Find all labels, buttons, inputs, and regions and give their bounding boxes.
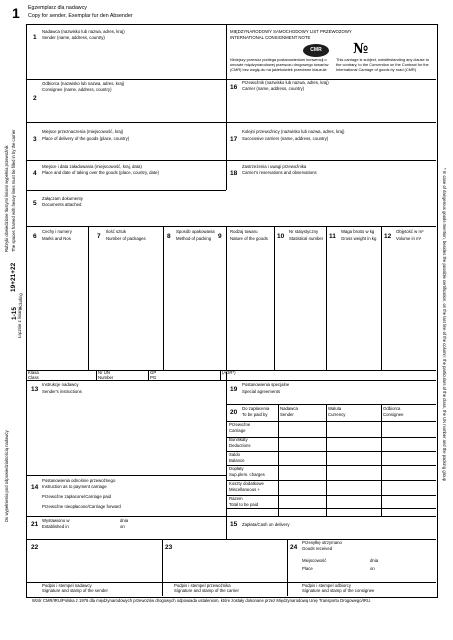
- copy-label-pl: Egzemplarz dla nadawcy: [28, 5, 87, 11]
- field-21-label-pl: Wystawiono w: [42, 518, 70, 523]
- field-12-number: 12: [384, 233, 392, 240]
- title-note-pl: Niniejszy przewóz podlega postanowieniom konwencji o umowie międzynarodowej przewozu drogowego towarów (CMR) bez wzglę-du na jakiekolwiek przeciwne klauzule: [230, 58, 329, 72]
- taking-over-input[interactable]: [42, 177, 222, 188]
- title-note-en: This carriage is subject, notwithstanding any clause to the contrary, to the Convention on the Contract for the International Carriage of goods by road (CMR): [336, 58, 429, 72]
- payment-row-label-pl: Przewoźne: [229, 422, 251, 427]
- field-14-label-pl: Postanowienia odnośnie przewoźnego: [42, 478, 116, 483]
- field-18-label-pl: Zastrzeżenia i uwagi przewoźnika: [242, 164, 307, 169]
- left-side-note-3: Including: [18, 293, 23, 310]
- field-12-label-en: Volume in m³: [396, 236, 422, 241]
- field-21-number: 21: [31, 521, 39, 528]
- field-24-label-pl: Przesyłkę otrzymano: [302, 540, 342, 545]
- carrier-input[interactable]: [242, 93, 432, 120]
- dg-klasa: Klasa: [28, 370, 39, 375]
- payment-sender-en: Sender: [280, 412, 294, 417]
- carrier-signature-caption: Podpis i stempel przewoźnika Signature and stamp of the carrier: [174, 583, 239, 594]
- consignee-input[interactable]: [42, 94, 222, 120]
- cash-on-delivery-input[interactable]: [242, 529, 432, 538]
- field-18-number: 18: [230, 170, 238, 177]
- payment-row-label-pl: Koszty dodatkowe: [229, 481, 264, 486]
- field-6-label-en: Marks and Nos: [42, 236, 71, 241]
- field-17-label-en: Successive carriers (name, address, country): [242, 136, 329, 141]
- field-22-number: 22: [31, 544, 39, 551]
- title-en: INTERNATIONAL CONSIGNMENT NOTE: [230, 35, 311, 40]
- sender-signature-area[interactable]: [30, 553, 158, 580]
- payment-consignee-cells[interactable]: [382, 422, 435, 515]
- field-5-label-en: Documents attached: [42, 202, 82, 207]
- field-19-label-en: Special agreements: [242, 389, 280, 394]
- field-2-label-pl: Odbiorca (nazwisko lub nazwa, adres, kraj): [42, 81, 125, 86]
- field-24-label-en: Goods received: [302, 546, 333, 551]
- payment-row-label-en: Carriage: [229, 428, 246, 433]
- field-20-label-pl: Do zapłacenia: [242, 406, 270, 411]
- payment-row-label-en: Total to be paid: [229, 502, 259, 507]
- field-4-label-en: Place and date of taking over the goods (place, country, date): [42, 170, 159, 175]
- left-side-note-4: Rubryki obwiedzione tłustymi liniami wypełnia przewoźnik: [4, 145, 9, 252]
- field-5-label-pl: Załączam dokumenty: [42, 196, 83, 201]
- sender-instructions-input[interactable]: [42, 396, 222, 473]
- left-side-plus: 19+21+22: [10, 262, 17, 292]
- field-2-label-en: Consignee (name, address, country): [42, 87, 112, 92]
- field-1-label-en: Sender (name, address, country): [42, 35, 105, 40]
- payment-row-label-pl: Saldo: [229, 452, 240, 457]
- field-3-label-en: Place of delivery of the goods (place, country): [42, 136, 130, 141]
- documents-attached-input[interactable]: [42, 209, 222, 223]
- field-24-on: on: [370, 566, 375, 571]
- left-side-range: 1-15: [11, 306, 18, 320]
- payment-row-label-pl: Bonifikaty: [229, 437, 248, 442]
- field-16-label-en: Carrier (name, address, country): [242, 86, 305, 91]
- payment-row-label-en: Balance: [229, 458, 245, 463]
- field-6-number: 6: [33, 233, 37, 240]
- field-8-number: 8: [167, 233, 171, 240]
- field-14-label-en: Instruction as to payment carriage: [42, 484, 107, 489]
- dg-pg: PG: [150, 375, 157, 380]
- field-1-number: 1: [33, 34, 37, 41]
- place-of-delivery-input[interactable]: [42, 143, 222, 158]
- established-in-input[interactable]: [70, 518, 118, 536]
- field-3-label-pl: Miejsce przeznaczenia (miejscowość, kraj): [42, 129, 124, 134]
- payment-row-label-en: Deductions: [229, 443, 251, 448]
- field-20-number: 20: [230, 409, 238, 416]
- field-11-number: 11: [329, 233, 336, 240]
- sender-signature-caption: Podpis i stempel nadawcy Signature and stamp of the sender: [42, 583, 108, 594]
- carriage-paid-option[interactable]: Przewoźne zapłacone/Carriage paid: [42, 494, 112, 499]
- field-24-dnia: dnia: [370, 558, 379, 563]
- successive-carriers-input[interactable]: [242, 143, 432, 158]
- field-8-label-pl: Sposób opakowania: [176, 229, 215, 234]
- field-6-label-pl: Cechy i numery: [42, 229, 72, 234]
- dg-number: Number: [98, 375, 114, 380]
- copy-label-en: Copy for sender, Exemplar fur den Absender: [28, 13, 133, 19]
- field-18-label-en: Carrier's reservations and observations: [242, 170, 317, 175]
- payment-row-label-pl: Dopłaty: [229, 466, 244, 471]
- sender-input[interactable]: [42, 42, 222, 76]
- goods-table-input[interactable]: [30, 244, 430, 368]
- field-17-number: 17: [230, 136, 238, 143]
- carrier-reservations-input[interactable]: [242, 177, 432, 223]
- field-4-number: 4: [33, 170, 37, 177]
- field-9-label-pl: Rodzaj towaru: [230, 229, 258, 234]
- field-11-label-en: Gross weight in kg: [341, 236, 377, 241]
- field-24-place-en: Place: [302, 566, 313, 571]
- payment-sender-pl: Nadawca: [280, 406, 298, 411]
- carriage-forward-option[interactable]: Przewoźne nieopłacone/Carriage forward: [42, 504, 121, 509]
- field-12-label-pl: Objętość w m³: [396, 229, 424, 234]
- field-24-number: 24: [290, 544, 298, 551]
- field-13-number: 13: [31, 386, 39, 393]
- left-side-note-5: The spaces framed with heavy lines must be filled in by the carrier: [11, 129, 16, 252]
- payment-currency-pl: Waluta: [328, 406, 342, 411]
- field-7-label-pl: Ilość sztuk: [106, 229, 127, 234]
- dg-gp: GP: [150, 370, 157, 375]
- field-21-label-en: Established in: [42, 524, 69, 529]
- field-21-on: on: [120, 524, 125, 529]
- field-20-label-en: To be paid by: [242, 412, 268, 417]
- payment-currency-en: Currency: [328, 412, 346, 417]
- field-10-label-pl: Nr statystyczny: [289, 229, 319, 234]
- payment-row-label-pl: Razem: [229, 496, 243, 501]
- payment-sender-cells[interactable]: [279, 422, 325, 515]
- field-24-place-pl: Miejscowość: [302, 558, 327, 563]
- copy-number: 1: [12, 5, 20, 21]
- consignment-number-sign: №: [353, 41, 369, 57]
- field-23-number: 23: [165, 544, 173, 551]
- dg-nr-un: Nr UN: [98, 370, 110, 375]
- field-13-label-pl: Instrukcje nadawcy: [42, 382, 79, 387]
- payment-consignee-pl: Odbiorca: [383, 406, 401, 411]
- field-16-label-pl: Przewoźnik (nazwisko lub nazwa, adres, kraj): [242, 80, 329, 85]
- left-side-note-2: Łącznie z liniami: [17, 307, 22, 338]
- dg-adr: (ADR*): [222, 370, 236, 375]
- field-7-number: 7: [97, 233, 101, 240]
- dg-class: Class: [28, 375, 39, 380]
- cmr-logo: CMR: [303, 44, 329, 57]
- right-side-note: * In case of dangerous goods mention, besides the possible certification, on the last line of the column: the particulars of the class, the UN number and the packing group: [442, 168, 447, 482]
- field-19-label-pl: Postanowienia specjalne: [242, 382, 290, 387]
- field-13-label-en: Sender's instructions: [42, 389, 82, 394]
- carrier-signature-area[interactable]: [166, 553, 284, 580]
- field-17-label-pl: Kolejni przewoźnicy (nazwisko lub nazwa, adres, kraj): [242, 129, 345, 134]
- left-side-note-1: Do wypełnienia pod odpowiedzialnością nadawcy: [4, 430, 9, 522]
- field-1-label-pl: Nadawca (nazwisko lub nazwa, adres, kraj): [42, 29, 125, 34]
- title-pl: MIĘDZYNARODOWY SAMOCHODOWY LIST PRZEWOZOWY: [230, 29, 352, 34]
- field-10-label-en: Statistical number: [289, 236, 324, 241]
- field-8-label-en: Method of packing: [176, 236, 212, 241]
- payment-row-label-en: Miscellaneous +: [229, 487, 260, 492]
- field-15-number: 15: [230, 521, 238, 528]
- field-4-label-pl: Miejsce i data załadowania (miejscowość, kraj, data): [42, 164, 142, 169]
- consignee-signature-caption: Podpis i stempel odbiorcy Signature and stamp of the consignee: [302, 583, 375, 594]
- payment-currency-cells[interactable]: [327, 422, 380, 515]
- field-9-number: 9: [218, 233, 222, 240]
- payment-consignee-en: Consignee: [383, 412, 404, 417]
- field-10-number: 10: [277, 233, 285, 240]
- field-19-number: 19: [230, 386, 238, 393]
- field-21-dnia: dnia: [120, 518, 129, 523]
- field-7-label-en: Number of packages: [106, 236, 146, 241]
- field-2-number: 2: [33, 95, 37, 102]
- payment-row-label-en: Sup.plem. charges: [229, 472, 265, 477]
- field-5-number: 5: [33, 200, 37, 207]
- field-15-label: Zapłata/Cash on delivery: [242, 522, 290, 527]
- field-16-number: 16: [230, 84, 238, 91]
- field-11-label-pl: Waga brutto w kg: [341, 229, 375, 234]
- footer-note: Wzór CMR/IRU/Polska z 1976 dla międzynarodowych przewozów drogowych odpowiada ustaleniom, które zostały dokonane przez Międzynarodową Unię Transportu Drogowego/IRU.: [32, 598, 372, 603]
- field-14-number: 14: [31, 484, 39, 491]
- field-3-number: 3: [33, 136, 37, 143]
- goods-received-area[interactable]: [292, 553, 432, 580]
- field-9-label-en: Nature of the goods: [230, 236, 268, 241]
- special-agreements-input[interactable]: [242, 396, 432, 403]
